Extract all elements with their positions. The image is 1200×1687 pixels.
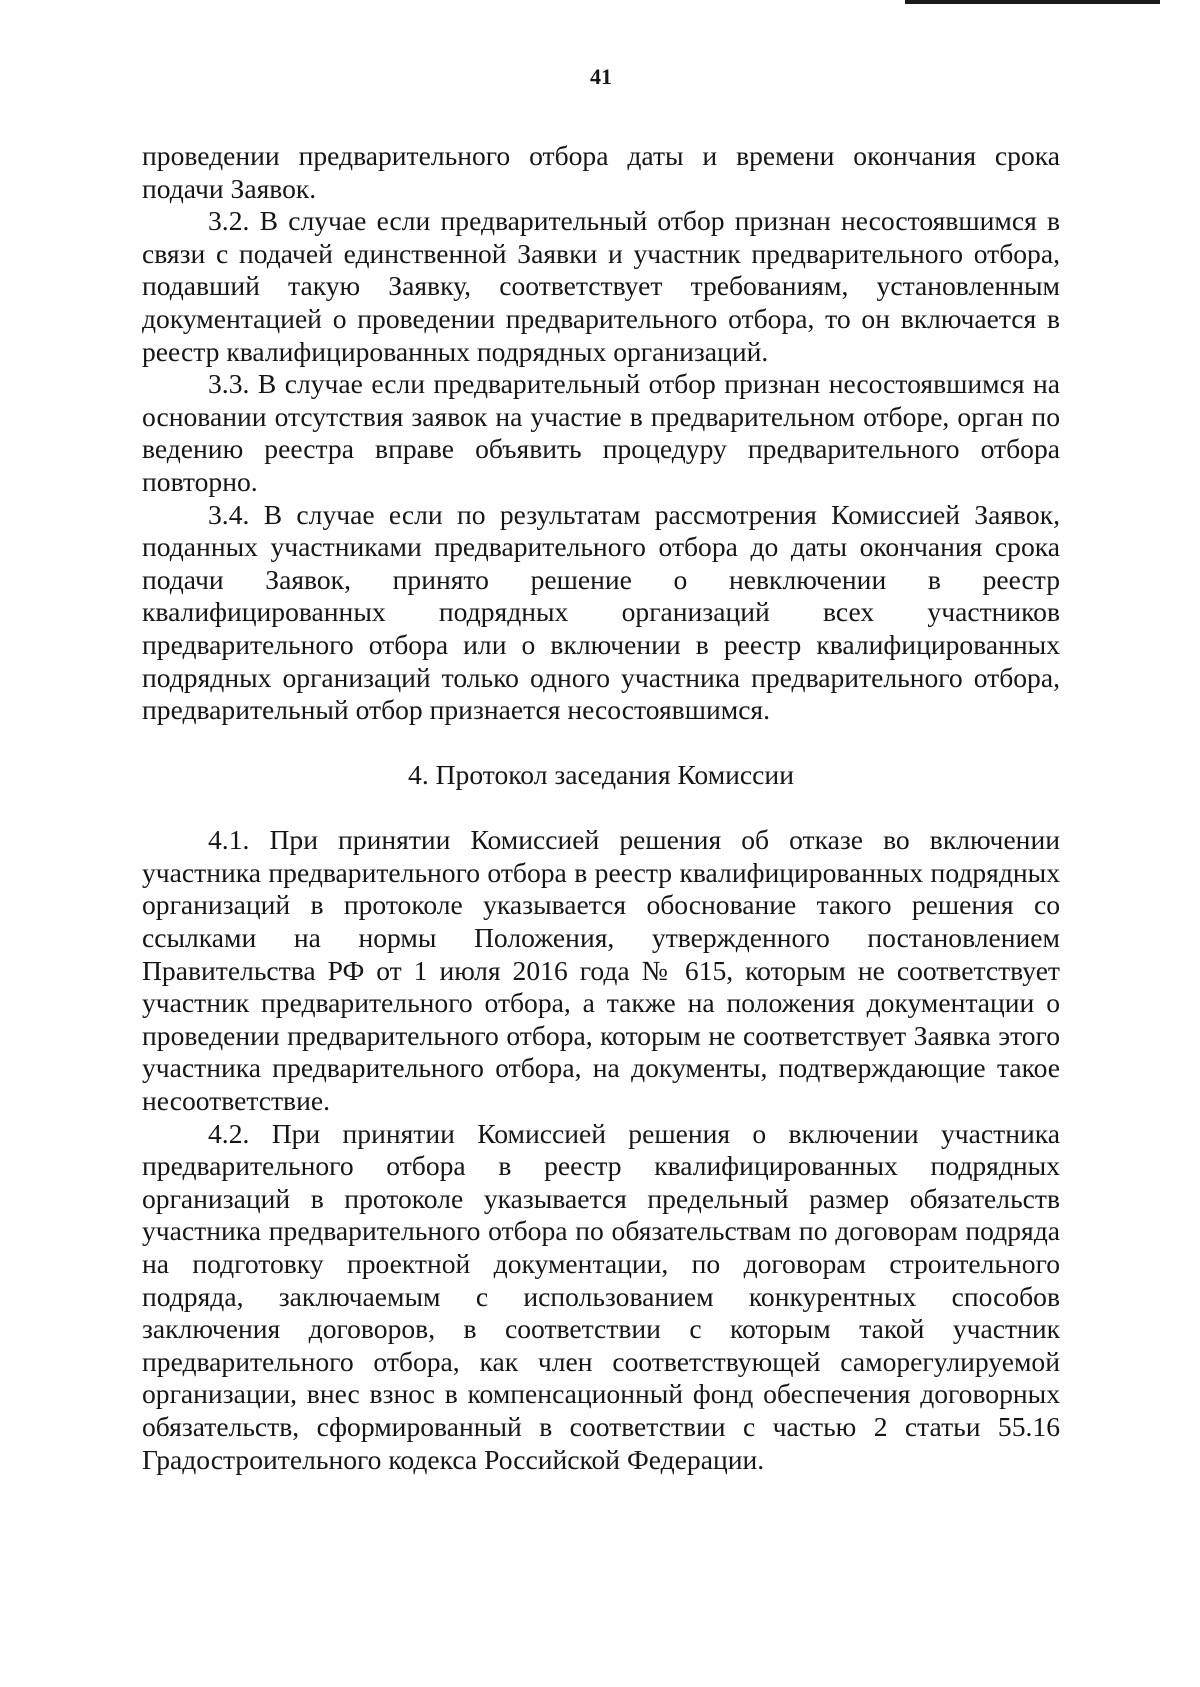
document-body bbox=[142, 140, 1060, 1476]
paragraph-4-2: 4.2. При принятии Комиссией решения о включении участника предварительного отбора в реестр квалифицированных подрядных организаций в протоколе указывается предельный размер обязательств участника предварительного отбора по обязательствам по договорам подряда на подготовку проектной документации, по договорам строительного подряда, заключаемым с использованием конкурентных способов заключения договоров, в соответствии с которым такой участник предварительного отбора, как член соответствующей саморегулируемой организации, внес взнос в компенсационный фонд обеспечения договорных обязательств, сформированный в соответствии с частью 2 статьи 55.16 Градостроительного кодекса Российской Федерации. bbox=[142, 1117, 1060, 1475]
paragraph-3-4: 3.4. В случае если по результатам рассмотрения Комиссией Заявок, поданных участниками предварительного отбора до даты окончания срока подачи Заявок, принято решение о невключении в реестр квалифицированных подрядных организаций всех участников предварительного отбора или о включении в реестр квалифицированных подрядных организаций только одного участника предварительного отбора, предварительный отбор признается несостоявшимся. bbox=[142, 498, 1060, 726]
paragraph-4-1: 4.1. При принятии Комиссией решения об отказе во включении участника предварительного отбора в реестр квалифицированных подрядных организаций в протоколе указывается обоснование такого решения со ссылками на нормы Положения, утвержденного постановлением Правительства РФ от 1 июля 2016 года № 615, которым не соответствует участник предварительного отбора, а также на положения документации о проведении предварительного отбора, которым не соответствует Заявка этого участника предварительного отбора, на документы, подтверждающие такое несоответствие. bbox=[142, 824, 1060, 1117]
paragraph-continuation: проведении предварительного отбора даты и времени окончания срока подачи Заявок. bbox=[142, 140, 1060, 204]
paragraph-3-3: 3.3. В случае если предварительный отбор признан несостоявшимся на основании отсутствия заявок на участие в предварительном отборе, орган по ведению реестра вправе объявить процедуру предварительного отбора повторно. bbox=[142, 368, 1060, 497]
page-number: 41 bbox=[590, 64, 612, 89]
section-heading: 4. Протокол заседания Комиссии bbox=[408, 758, 794, 790]
paragraph-3-2: 3.2. В случае если предварительный отбор признан несостоявшимся в связи с подачей единственной Заявки и участник предварительного отбора, подавший такую Заявку, соответствует требованиям, установленным документацией о проведении предварительного отбора, то он включается в реестр квалифицированных подрядных организаций. bbox=[142, 205, 1060, 367]
top-edge-rule bbox=[905, 0, 1160, 4]
